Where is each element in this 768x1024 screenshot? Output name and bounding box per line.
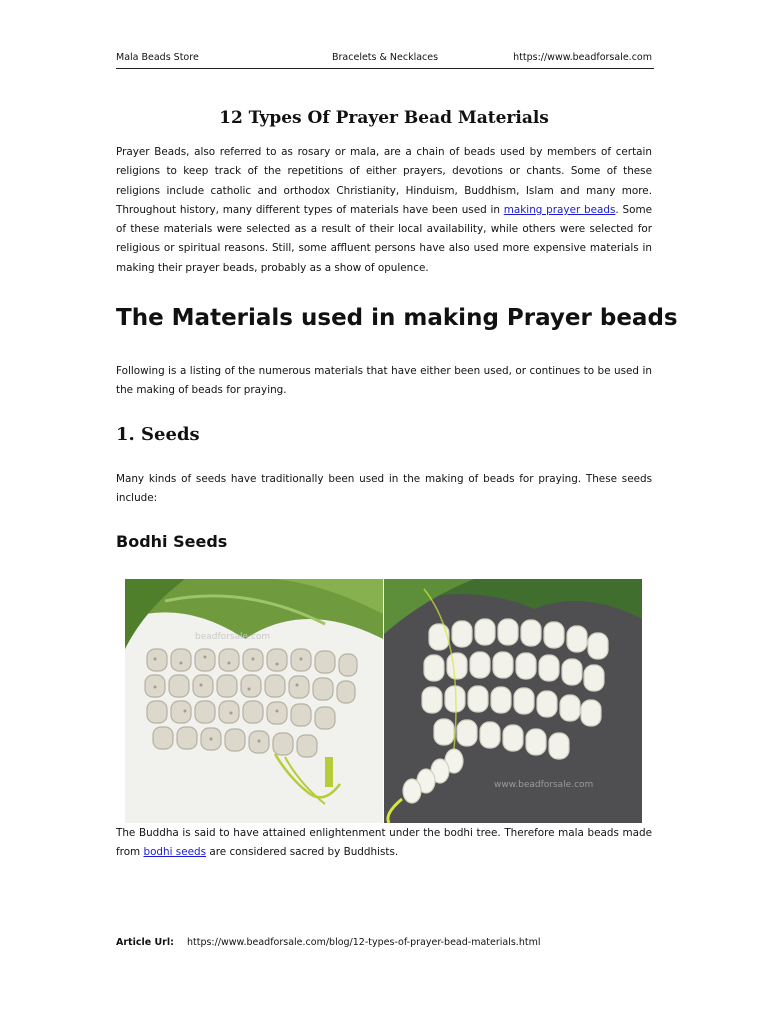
- bodhi-text-end: are considered sacred by Buddhists.: [206, 846, 399, 859]
- page-header: [116, 52, 654, 69]
- header-category: Bracelets & Necklaces: [332, 52, 439, 63]
- white-bodhi-mala-photo: [384, 579, 642, 823]
- header-store-name: Mala Beads Store: [116, 52, 199, 63]
- article-url-label: Article Url:: [116, 937, 174, 948]
- bodhi-seeds-link[interactable]: bodhi seeds: [143, 846, 207, 859]
- subsection-heading-seeds: 1. Seeds: [116, 424, 200, 445]
- bodhi-text-start: The Buddha is said to have attained enlightenment under the bodhi tree. Therefore mala beads made from: [116, 827, 652, 859]
- intro-text-start: Prayer Beads, also referred to as rosary or mala, are a chain of beads used by members of certain religions to keep track of the repetitions of either prayers, devotions or chants. Some of these religions include catholic and orthodox Christianity, Hinduism, Buddhism, Islam and many more. Throughout history, many different types of materials have been used in: [116, 146, 652, 216]
- header-url[interactable]: https://www.beadforsale.com: [513, 52, 652, 63]
- seeds-intro-paragraph: Many kinds of seeds have traditionally been used in the making of beads for praying. These seeds include:: [116, 473, 652, 505]
- making-prayer-beads-link[interactable]: making prayer beads: [503, 203, 616, 216]
- right-photo-watermark: www.beadforsale.com: [494, 780, 594, 790]
- intro-text-end: . Some of these materials were selected as a result of their local availability, while others were selected for religious or spiritual reasons. Still, some affluent persons have also used more expensive materials in making their prayer beads, probably as a show of opulence.: [116, 203, 653, 274]
- bodhi-seed-mala-photo: [125, 579, 383, 823]
- article-url-footer: [116, 937, 540, 948]
- item-heading-bodhi-seeds: Bodhi Seeds: [116, 532, 228, 551]
- page-title: 12 Types Of Prayer Bead Materials: [219, 108, 549, 128]
- section-heading: The Materials used in making Prayer beads: [116, 305, 678, 331]
- section-intro-paragraph: Following is a listing of the numerous materials that have either been used, or continues to be used in the making of beads for praying.: [116, 365, 652, 397]
- bodhi-paragraph: [116, 824, 652, 863]
- left-photo-watermark: beadforsale.com: [195, 632, 271, 642]
- article-url-value[interactable]: https://www.beadforsale.com/blog/12-types-of-prayer-bead-materials.html: [186, 937, 541, 948]
- intro-paragraph: [116, 143, 652, 278]
